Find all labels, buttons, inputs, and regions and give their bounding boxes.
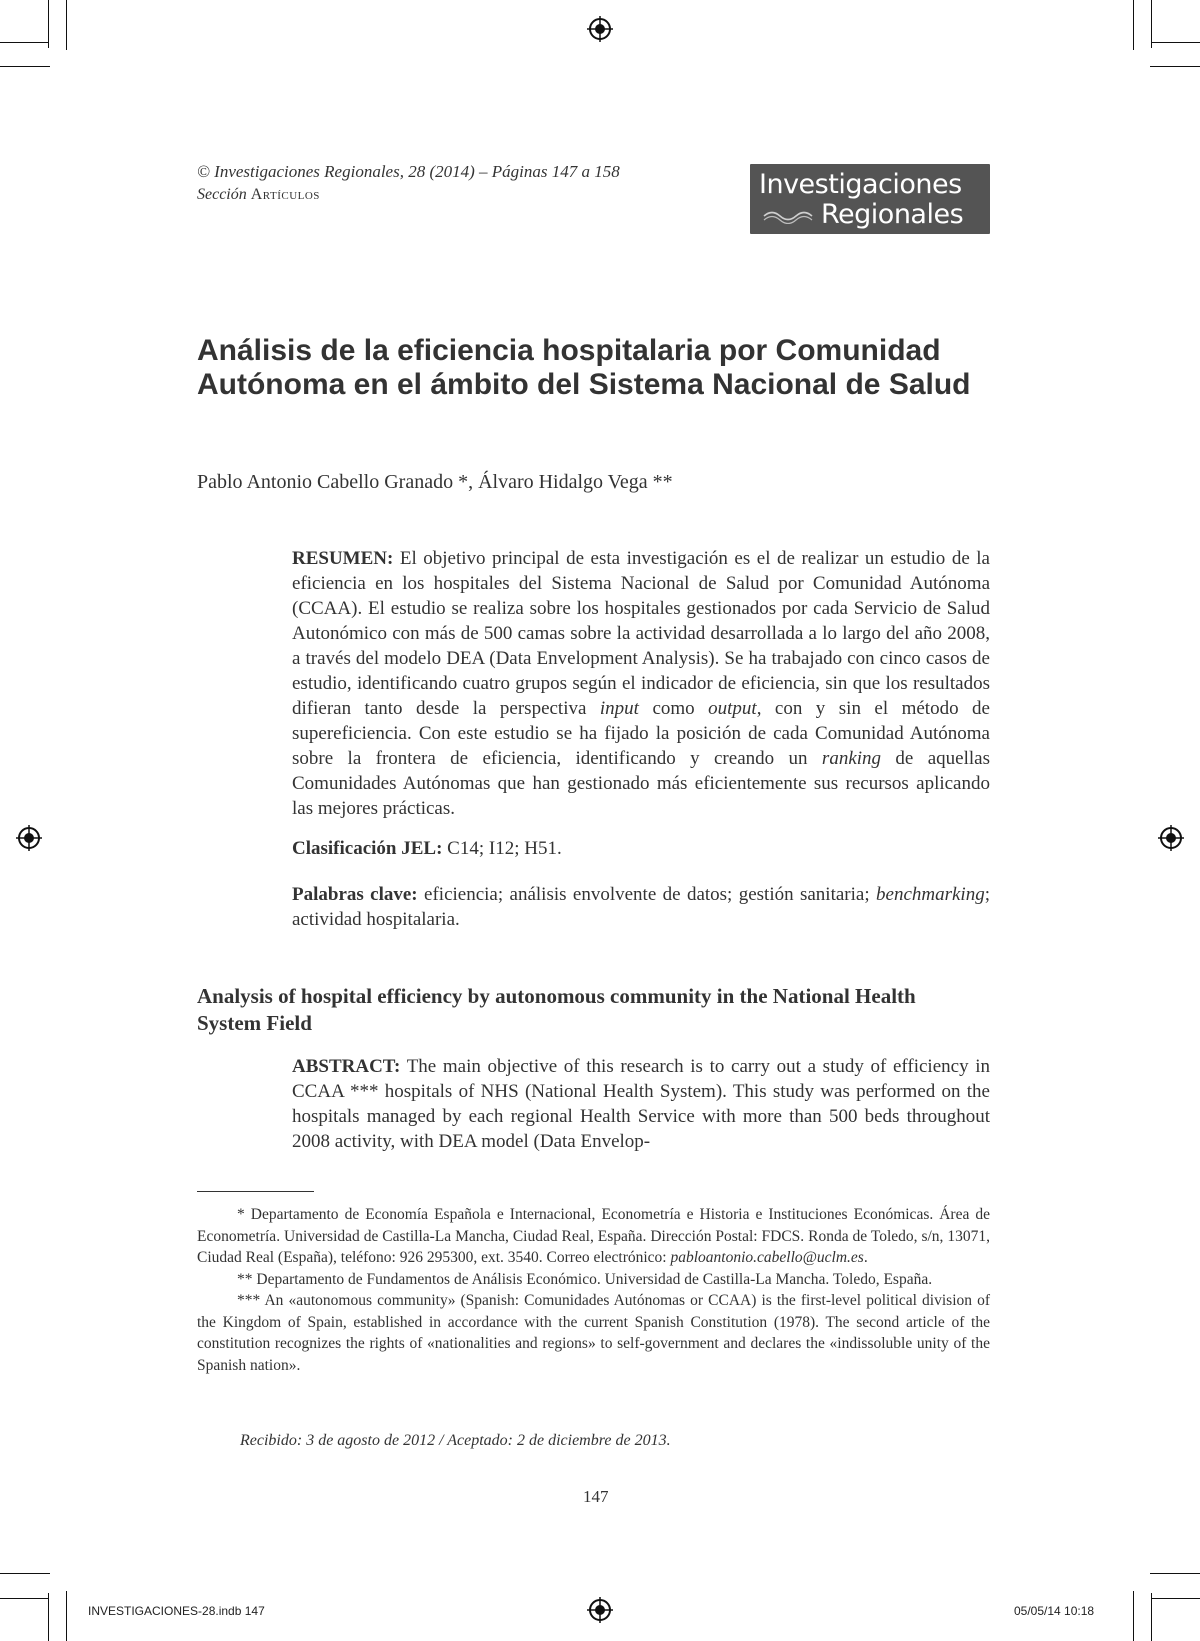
page-number: 147 (583, 1487, 609, 1506)
resumen-term-ranking: ranking (821, 748, 882, 769)
abstract-paragraph (292, 1054, 990, 1154)
article-title: Análisis de la eficiencia hospitalaria por Comunidad Autónoma en el ámbito del Sistema Nacional de Salud (197, 334, 971, 401)
logo-line1: Investigaciones (759, 169, 962, 200)
crop-mark (48, 0, 49, 48)
crop-mark (1152, 1598, 1200, 1599)
crop-mark (1151, 1593, 1152, 1641)
footnote-2: ** Departamento de Fundamentos de Análisis Económico. Universidad de Castilla-La Mancha. Toledo, España. (237, 1270, 933, 1288)
received-accepted-dates: Recibido: 3 de agosto de 2012 / Aceptado: 2 de diciembre de 2013. (240, 1432, 671, 1449)
registration-mark-icon (587, 1597, 613, 1623)
logo-line2: Regionales (821, 199, 964, 230)
crop-mark (1133, 1591, 1134, 1641)
crop-mark (1133, 0, 1134, 50)
journal-logo (750, 164, 990, 234)
registration-mark-icon (587, 16, 613, 42)
crop-mark (0, 1598, 48, 1599)
resumen-term-input: input (599, 698, 639, 719)
article-authors: Pablo Antonio Cabello Granado *, Álvaro Hidalgo Vega ** (197, 471, 673, 493)
jel-classification (292, 836, 990, 861)
crop-mark (1150, 1573, 1200, 1574)
abstract-label: ABSTRACT: (292, 1056, 401, 1077)
section-label (197, 186, 320, 204)
resumen-paragraph (292, 546, 990, 821)
resumen-term-output: output (708, 698, 757, 719)
abstract-text: The main objective of this research is to carry out a study of efficiency in CCAA *** hospitals of NHS (National Health System). This study was performed on the hospitals managed by each regional Health Service with more than 500 beds throughout 2008 activity, with DEA model (Data Envelop- (292, 1056, 990, 1152)
crop-mark (48, 1593, 49, 1641)
crop-mark (1150, 66, 1200, 67)
footnote-3: *** An «autonomous community» (Spanish: Comunidades Autónomas or CCAA) is the first-level political division of the Kingdom of Spain, established in accordance with the current Spanish Constitution (1978). The second article of the constitution recognizes the rights of «nationalities and regions» to self-government and declares the «indissoluble unity of the Spanish nation». (197, 1292, 990, 1374)
resumen-label: RESUMEN: (292, 548, 394, 569)
section-name: Artículos (250, 186, 320, 203)
crop-mark (0, 66, 50, 67)
resumen-text: de aquellas Comunidades Autónomas que han gestionado más eficientemente sus recursos aplicando las mejores prácticas. (292, 748, 991, 819)
section-prefix: Sección (197, 186, 251, 203)
keywords-term-benchmarking: benchmarking (876, 884, 985, 905)
footnotes (197, 1204, 990, 1376)
footnote-divider (197, 1191, 314, 1192)
registration-mark-icon (16, 825, 42, 851)
print-slug-datetime: 05/05/14 10:18 (1014, 1604, 1095, 1618)
footnote-email: pabloantonio.cabello@uclm.es (670, 1249, 864, 1266)
keywords-text-end: ; actividad hospitalaria. (292, 884, 990, 930)
keywords-text: eficiencia; análisis envolvente de datos; gestión sanitaria; (417, 884, 877, 905)
jel-codes: C14; I12; H51. (442, 838, 562, 859)
crop-mark (66, 1591, 67, 1641)
crop-mark (1152, 42, 1200, 43)
footnote-1-end: . (863, 1249, 868, 1266)
journal-citation: © Investigaciones Regionales, 28 (2014) – Páginas 147 a 158 (197, 162, 620, 181)
keywords-label: Palabras clave: (292, 884, 418, 905)
resumen-text: , con y sin el método de supereficiencia. Con este estudio se ha fijado la posición de cada Comunidad Autónoma sobre la frontera de eficiencia, identificando y creando un (292, 698, 990, 769)
english-title: Analysis of hospital efficiency by autonomous community in the National Health System Field (197, 984, 916, 1035)
footnote-1 (197, 1204, 990, 1269)
crop-mark (0, 1573, 50, 1574)
resumen-text: como (638, 698, 709, 719)
crop-mark (66, 0, 67, 50)
keywords-paragraph (292, 882, 990, 932)
logo-swirl-icon (762, 208, 814, 224)
footnote-1-text: * Departamento de Economía Española e Internacional, Econometría e Historia e Instituciones Económicas. Área de Econometría. Universidad de Castilla-La Mancha, Ciudad Real, España. Dirección Postal: FDCS. Ronda de Toledo, s/n, 13071, Ciudad Real (España), teléfono: 926 295300, ext. 3540. Correo electrónico: (197, 1206, 990, 1266)
jel-label: Clasificación JEL: (292, 838, 443, 859)
registration-mark-icon (1158, 825, 1184, 851)
crop-mark (0, 42, 48, 43)
resumen-text: El objetivo principal de esta investigación es el de realizar un estudio de la eficiencia en los hospitales del Sistema Nacional de Salud por Comunidad Autónoma (CCAA). El estudio se realiza sobre los hospitales gestionados por cada Servicio de Salud Autonómico con más de 500 camas sobre la actividad desarrollada a lo largo del año 2008, a través del modelo DEA (Data Envelopment Analysis). Se ha trabajado con cinco casos de estudio, identificando cuatro grupos según el indicador de eficiencia, sin que los resultados difieran tanto desde la perspectiva (292, 548, 990, 719)
print-slug-file: INVESTIGACIONES-28.indb 147 (88, 1604, 265, 1618)
crop-mark (1151, 0, 1152, 48)
